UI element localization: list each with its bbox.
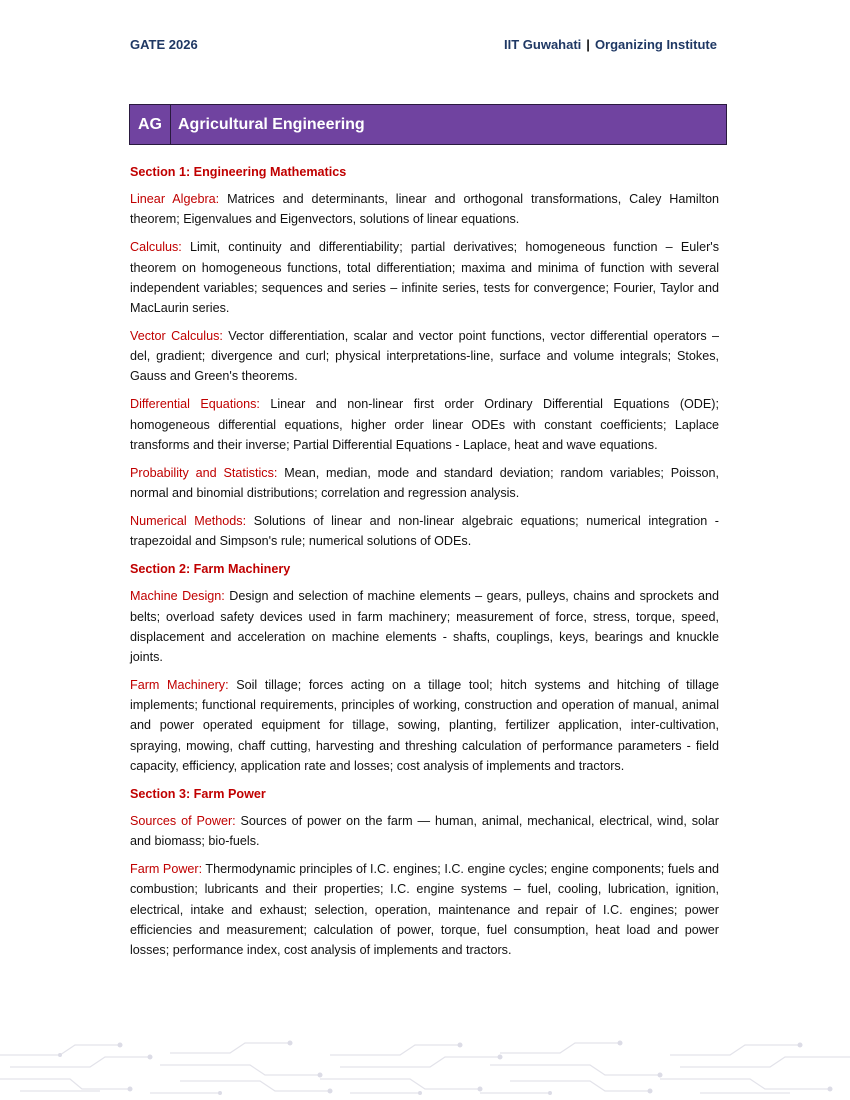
circuit-pattern-decoration [0, 1035, 850, 1100]
topic-name: Calculus: [130, 240, 182, 255]
subject-banner [129, 104, 727, 145]
topic-paragraph [130, 237, 719, 318]
topic-text: Matrices and determinants, linear and orthogonal transformations, Caley Hamilton theorem; Eigenvalues and Eigenvectors, solutions of linear equations. [130, 192, 719, 227]
subject-code: AG [130, 105, 171, 144]
topic-name: Linear Algebra: [130, 192, 220, 207]
topic-paragraph [130, 811, 719, 851]
header-institute: IIT Guwahati [504, 37, 582, 52]
section-2 [130, 559, 719, 776]
header-separator: | [586, 37, 590, 52]
syllabus-content [130, 162, 719, 968]
header-role: Organizing Institute [594, 37, 717, 52]
section-title: Section 1: Engineering Mathematics [130, 165, 347, 179]
topic-name: Sources of Power: [130, 814, 236, 829]
topic-paragraph [130, 394, 719, 455]
topic-text: Vector differentiation, scalar and vector point functions, vector differential operators – del, gradient; divergence and curl; physical interpretations-line, surface and volume integrals; Stokes, Gauss and Green's theorems. [130, 329, 719, 384]
topic-name: Farm Power: [130, 862, 203, 877]
topic-text: Solutions of linear and non-linear algebraic equations; numerical integration - trapezoidal and Simpson's rule; numerical solutions of ODEs. [130, 514, 719, 549]
topic-name: Farm Machinery: [130, 678, 229, 693]
header-exam-title: GATE 2026 [130, 37, 198, 52]
topic-text: Thermodynamic principles of I.C. engines; I.C. engine cycles; engine components; fuels and combustion; lubricants and their properties; I.C. engine systems – fuel, cooling, lubrication, ignition, electrical, intake and exhaust; selection, operation, maintenance and repair of I.C. engines; power efficiencies and measurement; calculation of power, torque, fuel consumption, heat load and power losses; performance index, cost analysis of implements and tractors. [130, 862, 720, 958]
topic-name: Vector Calculus: [130, 329, 223, 344]
topic-text: Design and selection of machine elements – gears, pulleys, chains and sprockets and belts; overload safety devices used in farm machinery; measurement of force, stress, torque, speed, displacement and acceleration on machine elements - shafts, couplings, keys, bearings and knuckle joints. [130, 589, 719, 665]
section-3 [130, 784, 719, 960]
topic-text: Sources of power on the farm — human, animal, mechanical, electrical, wind, solar and biomass; bio-fuels. [130, 814, 719, 849]
topic-text: Linear and non-linear first order Ordinary Differential Equations (ODE); homogeneous differential equations, higher order linear ODEs with constant coefficients; Laplace transforms and their inverse; Partial Differential Equations - Laplace, heat and wave equations. [130, 397, 719, 452]
topic-paragraph [130, 586, 719, 667]
topic-text: Mean, median, mode and standard deviation; random variables; Poisson, normal and binomial distributions; correlation and regression analysis. [130, 465, 720, 501]
header-organizer [504, 37, 717, 52]
topic-paragraph [130, 511, 719, 551]
topic-name: Probability and Statistics: [130, 465, 278, 480]
topic-text: Limit, continuity and differentiability; partial derivatives; homogeneous function – Euler's theorem on homogeneous functions, total differentiation; maxima and minima of function with several independent variables; sequences and series – infinite series, tests for convergence; Fourier, Taylor and MacLaurin series. [130, 240, 719, 316]
topic-paragraph [130, 675, 719, 776]
topic-paragraph [130, 189, 719, 229]
topic-paragraph [130, 326, 719, 387]
topic-text: Soil tillage; forces acting on a tillage tool; hitch systems and hitching of tillage implements; functional requirements, principles of working, construction and operation of manual, animal and power operated equipment for tillage, sowing, planting, fertilizer application, inter-cultivation, spraying, mowing, chaff cutting, harvesting and threshing calculation of performance parameters - field capacity, efficiency, application rate and losses; cost analysis of implements and tractors. [130, 678, 719, 773]
section-title: Section 3: Farm Power [130, 786, 266, 801]
section-title: Section 2: Farm Machinery [130, 562, 291, 577]
topic-paragraph [130, 859, 719, 960]
topic-name: Numerical Methods: [130, 514, 247, 529]
topic-name: Machine Design: [130, 589, 225, 604]
subject-title: Agricultural Engineering [178, 115, 365, 133]
topic-name: Differential Equations: [130, 397, 260, 412]
topic-paragraph [130, 463, 719, 503]
section-1 [130, 162, 719, 551]
